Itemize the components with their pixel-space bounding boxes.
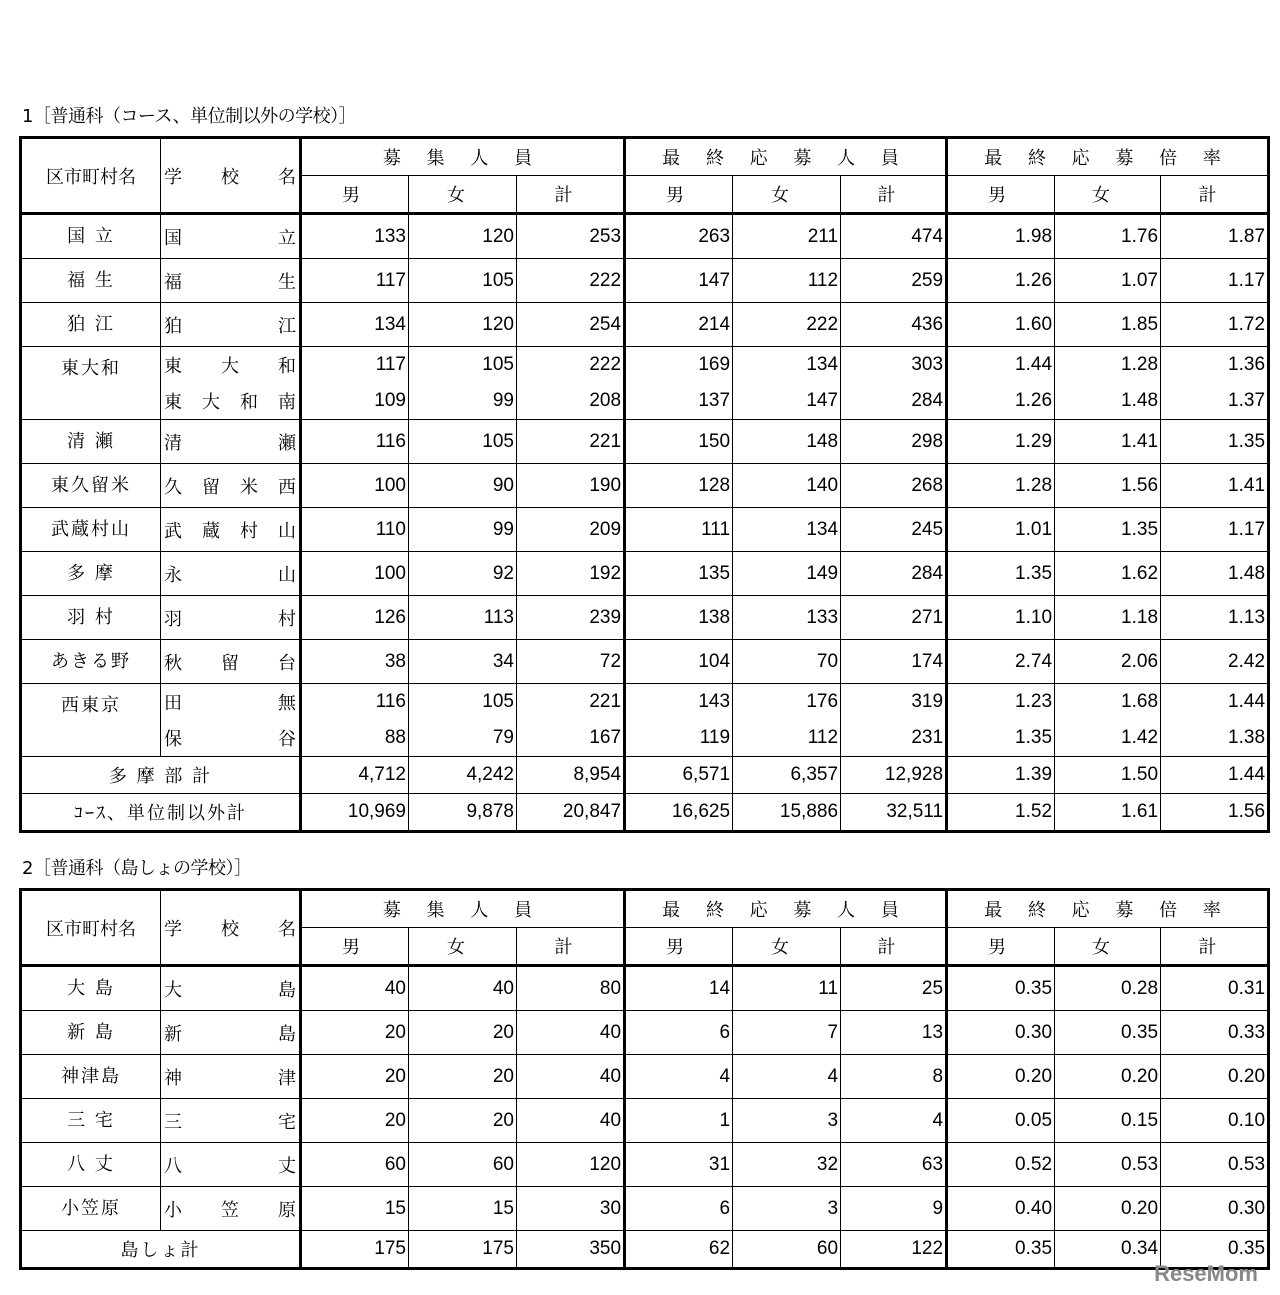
value-cell: 7 [733,1011,841,1055]
total-value-cell: 8,954 [517,757,625,794]
total-value-cell: 175 [409,1231,517,1269]
total-value-cell: 60 [733,1231,841,1269]
total-value-cell: 1.44 [1161,757,1269,794]
value-cell: 117 [301,259,409,303]
value-cell: 104 [625,640,733,684]
value-cell: 1.07 [1055,259,1161,303]
value-cell: 149 [733,552,841,596]
value-cell: 239 [517,596,625,640]
value-cell: 38 [301,640,409,684]
district-name: 国 立 [21,214,161,259]
school-name: 保谷 [161,720,301,757]
table-row [21,214,1269,259]
school-name: 永山 [161,552,301,596]
value-cell: 169 [625,347,733,384]
value-cell: 1.17 [1161,259,1269,303]
table-island-schools [19,888,1270,1270]
value-cell: 1.01 [947,508,1055,552]
table-row [21,464,1269,508]
value-cell: 109 [301,383,409,420]
ratio-group-header: 最 終 応 募 倍 率 [947,890,1269,928]
value-cell: 120 [517,1143,625,1187]
value-cell: 72 [517,640,625,684]
value-cell: 11 [733,966,841,1011]
value-cell: 1.62 [1055,552,1161,596]
total-value-cell: 15,886 [733,794,841,832]
value-cell: 138 [625,596,733,640]
value-cell: 1.28 [947,464,1055,508]
value-cell: 208 [517,383,625,420]
value-cell: 259 [841,259,947,303]
total-value-cell: 6,571 [625,757,733,794]
total-value-cell: 1.52 [947,794,1055,832]
school-name: 秋留台 [161,640,301,684]
school-name: 久留米西 [161,464,301,508]
value-cell: 1.98 [947,214,1055,259]
applicants-group-header: 最 終 応 募 人 員 [625,890,947,928]
value-cell: 436 [841,303,947,347]
value-cell: 0.15 [1055,1099,1161,1143]
school-name: 東大和南 [161,383,301,420]
value-cell: 167 [517,720,625,757]
value-cell: 268 [841,464,947,508]
value-cell: 4 [841,1099,947,1143]
value-cell: 4 [733,1055,841,1099]
value-cell: 40 [517,1099,625,1143]
header-row [21,890,1269,928]
value-cell: 1.26 [947,383,1055,420]
school-name: 清瀬 [161,420,301,464]
value-cell: 231 [841,720,947,757]
district-name: 多 摩 [21,552,161,596]
value-cell: 20 [409,1011,517,1055]
total-value-cell: 16,625 [625,794,733,832]
value-cell: 0.20 [1161,1055,1269,1099]
value-cell: 1.44 [947,347,1055,384]
value-cell: 140 [733,464,841,508]
applicants-group-header: 最 終 応 募 人 員 [625,138,947,176]
value-cell: 1.23 [947,684,1055,721]
table-row [21,640,1269,684]
total-value-cell: 350 [517,1231,625,1269]
value-cell: 117 [301,347,409,384]
total-label: 多 摩 部 計 [21,757,301,794]
value-cell: 31 [625,1143,733,1187]
male-header: 男 [301,928,409,966]
table-row [21,1187,1269,1231]
value-cell: 105 [409,684,517,721]
female-header: 女 [733,928,841,966]
value-cell: 1.38 [1161,720,1269,757]
table-row [21,303,1269,347]
total-value-cell: 1.61 [1055,794,1161,832]
total-header: 計 [841,928,947,966]
total-label: ｺｰｽ、単位制以外計 [21,794,301,832]
value-cell: 221 [517,420,625,464]
value-cell: 271 [841,596,947,640]
value-cell: 134 [301,303,409,347]
value-cell: 25 [841,966,947,1011]
value-cell: 1.56 [1055,464,1161,508]
value-cell: 1.37 [1161,383,1269,420]
male-header: 男 [947,928,1055,966]
value-cell: 0.20 [1055,1187,1161,1231]
value-cell: 1.60 [947,303,1055,347]
value-cell: 0.20 [947,1055,1055,1099]
recruit-group-header: 募 集 人 員 [301,138,625,176]
total-value-cell: 20,847 [517,794,625,832]
district-name: 東久留米 [21,464,161,508]
value-cell: 1 [625,1099,733,1143]
district-header: 区市町村名 [21,890,161,966]
table-row [21,259,1269,303]
value-cell: 0.10 [1161,1099,1269,1143]
value-cell: 148 [733,420,841,464]
value-cell: 0.53 [1055,1143,1161,1187]
value-cell: 15 [301,1187,409,1231]
value-cell: 1.72 [1161,303,1269,347]
value-cell: 1.44 [1161,684,1269,721]
value-cell: 116 [301,420,409,464]
school-name: 東大和 [161,347,301,384]
total-value-cell: 0.35 [1161,1231,1269,1269]
value-cell: 80 [517,966,625,1011]
total-header: 計 [517,928,625,966]
value-cell: 0.35 [947,966,1055,1011]
value-cell: 221 [517,684,625,721]
table-row [21,552,1269,596]
district-name: 狛 江 [21,303,161,347]
table-row [21,1055,1269,1099]
male-header: 男 [625,176,733,214]
value-cell: 1.42 [1055,720,1161,757]
value-cell: 1.10 [947,596,1055,640]
value-cell: 3 [733,1187,841,1231]
value-cell: 30 [517,1187,625,1231]
value-cell: 20 [409,1055,517,1099]
value-cell: 60 [301,1143,409,1187]
total-value-cell: 4,242 [409,757,517,794]
value-cell: 209 [517,508,625,552]
value-cell: 1.35 [947,720,1055,757]
value-cell: 0.20 [1055,1055,1161,1099]
value-cell: 147 [625,259,733,303]
value-cell: 70 [733,640,841,684]
value-cell: 134 [733,347,841,384]
value-cell: 1.29 [947,420,1055,464]
value-cell: 284 [841,383,947,420]
value-cell: 1.35 [947,552,1055,596]
total-value-cell: 175 [301,1231,409,1269]
school-name: 羽村 [161,596,301,640]
total-row [21,1231,1269,1269]
total-value-cell: 9,878 [409,794,517,832]
table-row [21,684,1269,721]
value-cell: 9 [841,1187,947,1231]
value-cell: 0.28 [1055,966,1161,1011]
total-header: 計 [1161,176,1269,214]
school-name: 田無 [161,684,301,721]
school-name: 新島 [161,1011,301,1055]
value-cell: 15 [409,1187,517,1231]
total-header: 計 [841,176,947,214]
ratio-group-header: 最 終 応 募 倍 率 [947,138,1269,176]
value-cell: 190 [517,464,625,508]
value-cell: 1.13 [1161,596,1269,640]
value-cell: 126 [301,596,409,640]
value-cell: 0.53 [1161,1143,1269,1187]
total-value-cell: 10,969 [301,794,409,832]
district-name: 新 島 [21,1011,161,1055]
value-cell: 40 [517,1011,625,1055]
value-cell: 100 [301,464,409,508]
value-cell: 245 [841,508,947,552]
district-name: 西東京 [21,684,161,757]
value-cell: 8 [841,1055,947,1099]
value-cell: 119 [625,720,733,757]
value-cell: 32 [733,1143,841,1187]
value-cell: 34 [409,640,517,684]
value-cell: 92 [409,552,517,596]
value-cell: 176 [733,684,841,721]
value-cell: 1.28 [1055,347,1161,384]
value-cell: 222 [733,303,841,347]
value-cell: 133 [733,596,841,640]
value-cell: 110 [301,508,409,552]
value-cell: 1.18 [1055,596,1161,640]
table-row [21,966,1269,1011]
district-name: 神津島 [21,1055,161,1099]
value-cell: 150 [625,420,733,464]
table-row [21,1143,1269,1187]
value-cell: 20 [301,1055,409,1099]
school-name: 三宅 [161,1099,301,1143]
value-cell: 4 [625,1055,733,1099]
value-cell: 0.35 [1055,1011,1161,1055]
value-cell: 1.26 [947,259,1055,303]
value-cell: 112 [733,259,841,303]
value-cell: 303 [841,347,947,384]
total-value-cell: 62 [625,1231,733,1269]
total-label: 島しょ計 [21,1231,301,1269]
value-cell: 1.87 [1161,214,1269,259]
school-name: 八丈 [161,1143,301,1187]
value-cell: 211 [733,214,841,259]
value-cell: 192 [517,552,625,596]
value-cell: 298 [841,420,947,464]
total-row [21,757,1269,794]
total-header: 計 [1161,928,1269,966]
value-cell: 100 [301,552,409,596]
district-name: 八 丈 [21,1143,161,1187]
total-value-cell: 1.50 [1055,757,1161,794]
value-cell: 1.17 [1161,508,1269,552]
value-cell: 40 [517,1055,625,1099]
female-header: 女 [1055,176,1161,214]
female-header: 女 [733,176,841,214]
value-cell: 99 [409,508,517,552]
value-cell: 63 [841,1143,947,1187]
value-cell: 6 [625,1187,733,1231]
value-cell: 79 [409,720,517,757]
value-cell: 1.35 [1055,508,1161,552]
value-cell: 1.41 [1055,420,1161,464]
value-cell: 284 [841,552,947,596]
value-cell: 1.48 [1055,383,1161,420]
table-row [21,1011,1269,1055]
value-cell: 2.42 [1161,640,1269,684]
female-header: 女 [409,928,517,966]
section-1-title: 1［普通科（コース、単位制以外の学校）］ [22,106,357,127]
district-name: 大 島 [21,966,161,1011]
resemom-logo: ReseMom [1154,1261,1258,1286]
value-cell: 20 [409,1099,517,1143]
district-name: 三 宅 [21,1099,161,1143]
total-value-cell: 0.34 [1055,1231,1161,1269]
total-value-cell: 1.39 [947,757,1055,794]
value-cell: 174 [841,640,947,684]
table-row [21,383,1269,420]
value-cell: 120 [409,214,517,259]
school-name: 狛江 [161,303,301,347]
value-cell: 105 [409,420,517,464]
value-cell: 143 [625,684,733,721]
value-cell: 0.31 [1161,966,1269,1011]
value-cell: 20 [301,1011,409,1055]
value-cell: 40 [409,966,517,1011]
total-value-cell: 0.35 [947,1231,1055,1269]
value-cell: 1.85 [1055,303,1161,347]
total-row [21,794,1269,832]
school-name: 武蔵村山 [161,508,301,552]
male-header: 男 [947,176,1055,214]
value-cell: 134 [733,508,841,552]
district-name: 武蔵村山 [21,508,161,552]
total-value-cell: 6,357 [733,757,841,794]
male-header: 男 [625,928,733,966]
value-cell: 99 [409,383,517,420]
school-name: 神津 [161,1055,301,1099]
value-cell: 3 [733,1099,841,1143]
value-cell: 1.36 [1161,347,1269,384]
value-cell: 111 [625,508,733,552]
table-general-course [19,136,1270,833]
value-cell: 13 [841,1011,947,1055]
female-header: 女 [409,176,517,214]
value-cell: 0.33 [1161,1011,1269,1055]
header-row [21,138,1269,176]
female-header: 女 [1055,928,1161,966]
value-cell: 2.74 [947,640,1055,684]
value-cell: 0.05 [947,1099,1055,1143]
total-value-cell: 4,712 [301,757,409,794]
table-row [21,720,1269,757]
table-row [21,347,1269,384]
total-value-cell: 1.56 [1161,794,1269,832]
value-cell: 1.35 [1161,420,1269,464]
district-name: あきる野 [21,640,161,684]
value-cell: 133 [301,214,409,259]
value-cell: 116 [301,684,409,721]
value-cell: 113 [409,596,517,640]
school-name: 福生 [161,259,301,303]
school-name: 国立 [161,214,301,259]
value-cell: 137 [625,383,733,420]
value-cell: 254 [517,303,625,347]
school-name: 小笠原 [161,1187,301,1231]
value-cell: 20 [301,1099,409,1143]
section-2-title: 2［普通科（島しょの学校）］ [22,858,252,879]
value-cell: 2.06 [1055,640,1161,684]
value-cell: 474 [841,214,947,259]
recruit-group-header: 募 集 人 員 [301,890,625,928]
value-cell: 88 [301,720,409,757]
value-cell: 1.68 [1055,684,1161,721]
value-cell: 263 [625,214,733,259]
school-header: 学 校 名 [161,138,301,214]
value-cell: 60 [409,1143,517,1187]
district-name: 福 生 [21,259,161,303]
value-cell: 319 [841,684,947,721]
district-header: 区市町村名 [21,138,161,214]
total-value-cell: 12,928 [841,757,947,794]
value-cell: 120 [409,303,517,347]
male-header: 男 [301,176,409,214]
value-cell: 222 [517,347,625,384]
value-cell: 135 [625,552,733,596]
school-header: 学 校 名 [161,890,301,966]
district-name: 東大和 [21,347,161,420]
table-row [21,420,1269,464]
total-header: 計 [517,176,625,214]
total-value-cell: 32,511 [841,794,947,832]
value-cell: 0.30 [1161,1187,1269,1231]
table-row [21,508,1269,552]
value-cell: 1.76 [1055,214,1161,259]
district-name: 小笠原 [21,1187,161,1231]
value-cell: 214 [625,303,733,347]
district-name: 清 瀬 [21,420,161,464]
table-row [21,1099,1269,1143]
value-cell: 0.52 [947,1143,1055,1187]
value-cell: 1.41 [1161,464,1269,508]
value-cell: 105 [409,259,517,303]
value-cell: 105 [409,347,517,384]
value-cell: 14 [625,966,733,1011]
value-cell: 128 [625,464,733,508]
value-cell: 40 [301,966,409,1011]
value-cell: 112 [733,720,841,757]
value-cell: 0.30 [947,1011,1055,1055]
value-cell: 253 [517,214,625,259]
value-cell: 147 [733,383,841,420]
value-cell: 222 [517,259,625,303]
total-value-cell: 122 [841,1231,947,1269]
value-cell: 0.40 [947,1187,1055,1231]
value-cell: 6 [625,1011,733,1055]
value-cell: 90 [409,464,517,508]
value-cell: 1.48 [1161,552,1269,596]
district-name: 羽 村 [21,596,161,640]
school-name: 大島 [161,966,301,1011]
table-row [21,596,1269,640]
